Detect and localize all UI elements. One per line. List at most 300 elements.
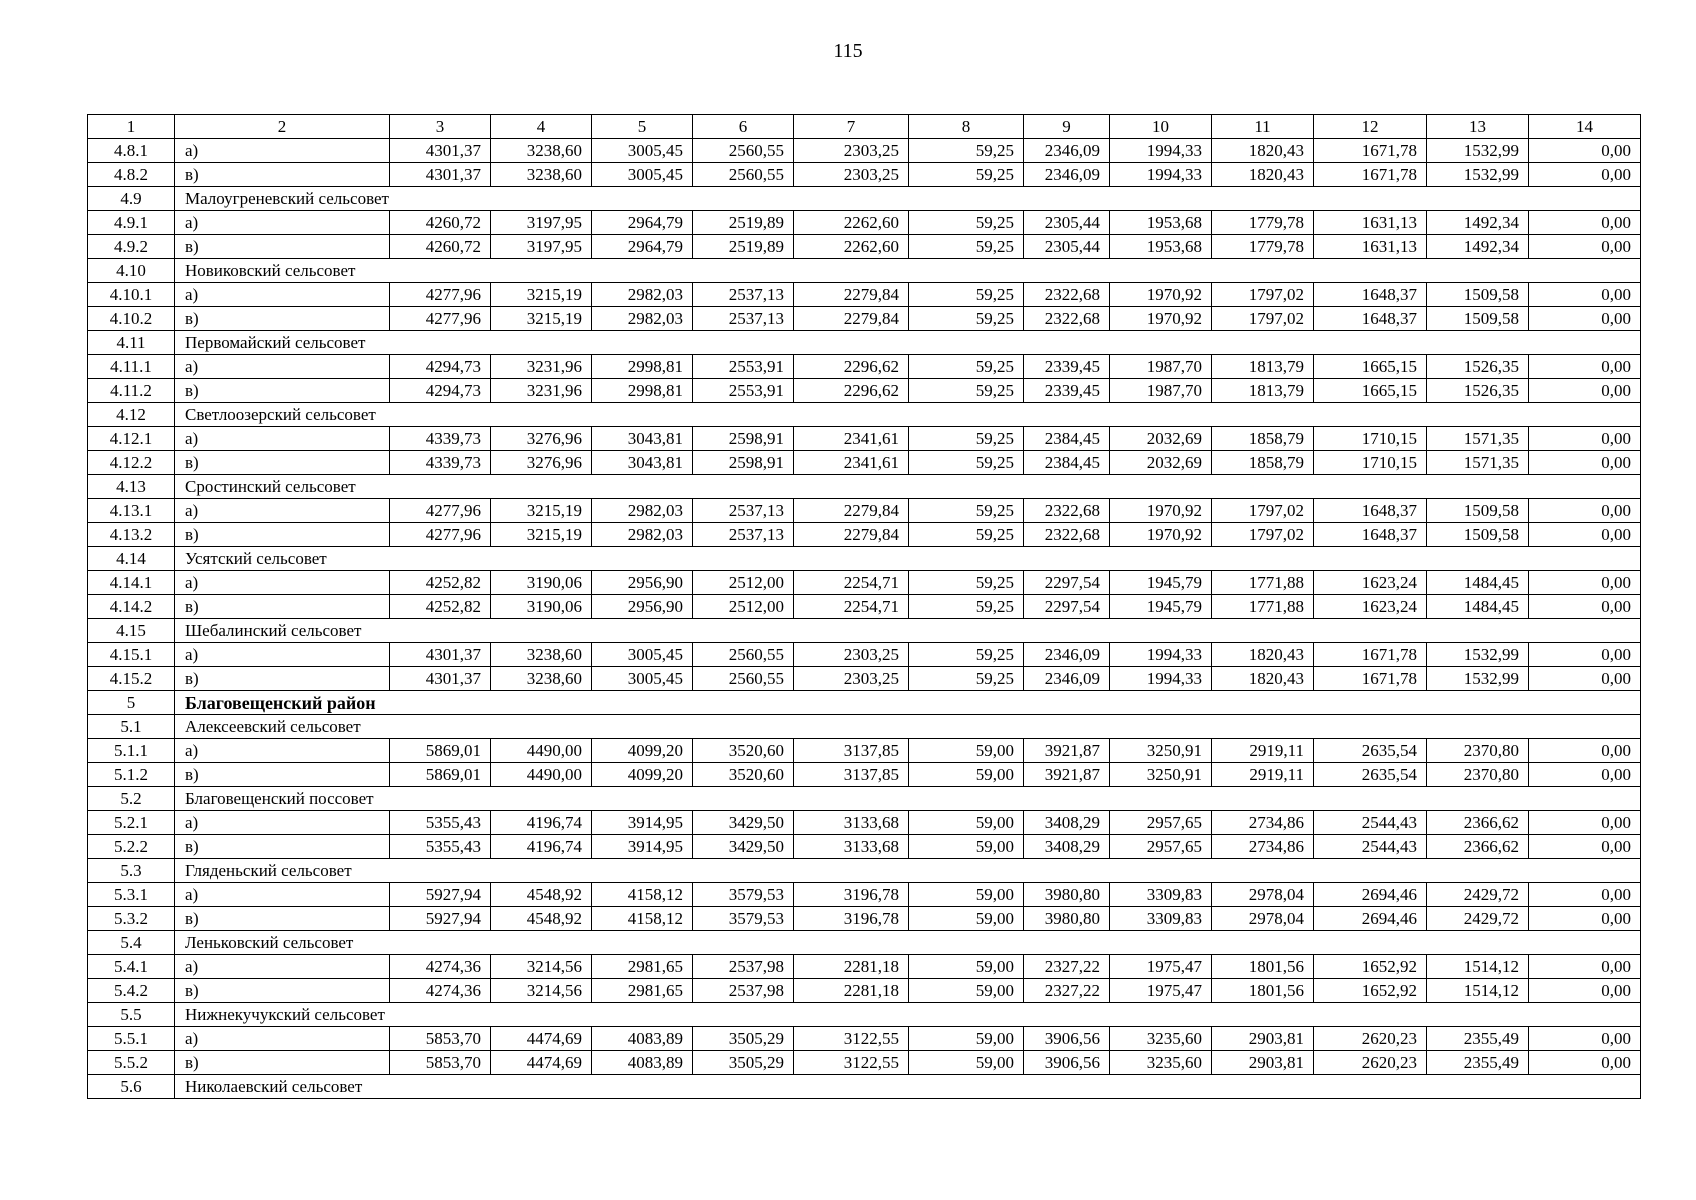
value-cell: 1975,47	[1110, 979, 1212, 1003]
value-cell: 1671,78	[1314, 163, 1427, 187]
value-cell: 5853,70	[390, 1051, 491, 1075]
value-cell: 2982,03	[592, 523, 693, 547]
value-cell: 59,25	[909, 571, 1024, 595]
section-heading-row	[88, 331, 1641, 355]
page-number: 115	[833, 40, 863, 62]
value-cell: 5927,94	[390, 907, 491, 931]
value-cell: 3215,19	[491, 283, 592, 307]
value-cell: 2956,90	[592, 595, 693, 619]
value-cell: 1526,35	[1427, 355, 1529, 379]
value-cell: 2322,68	[1024, 307, 1110, 331]
value-cell: 2978,04	[1212, 883, 1314, 907]
row-code: 4.10	[88, 259, 175, 283]
section-name: Нижнекучукский сельсовет	[175, 1003, 1641, 1027]
section-heading-row	[88, 259, 1641, 283]
value-cell: 4474,69	[491, 1051, 592, 1075]
value-cell: 1970,92	[1110, 523, 1212, 547]
value-cell: 1492,34	[1427, 235, 1529, 259]
row-code: 5.5	[88, 1003, 175, 1027]
value-cell: 1975,47	[1110, 955, 1212, 979]
value-cell: 59,25	[909, 283, 1024, 307]
value-cell: 2355,49	[1427, 1027, 1529, 1051]
value-cell: 1509,58	[1427, 523, 1529, 547]
value-cell: 3906,56	[1024, 1027, 1110, 1051]
value-cell: 3238,60	[491, 667, 592, 691]
value-cell: 2957,65	[1110, 835, 1212, 859]
value-cell: 59,25	[909, 139, 1024, 163]
section-name: Леньковский сельсовет	[175, 931, 1641, 955]
value-cell: 2620,23	[1314, 1051, 1427, 1075]
value-cell: 2279,84	[794, 499, 909, 523]
value-cell: 1820,43	[1212, 643, 1314, 667]
value-cell: 1771,88	[1212, 595, 1314, 619]
table-row	[88, 907, 1641, 931]
column-number-cell: 3	[390, 115, 491, 139]
value-cell: 4260,72	[390, 211, 491, 235]
value-cell: 3215,19	[491, 523, 592, 547]
row-code: 5.3.2	[88, 907, 175, 931]
row-label: в)	[175, 1051, 390, 1075]
value-cell: 2560,55	[693, 643, 794, 667]
value-cell: 1492,34	[1427, 211, 1529, 235]
value-cell: 3005,45	[592, 139, 693, 163]
value-cell: 2553,91	[693, 355, 794, 379]
value-cell: 0,00	[1529, 451, 1641, 475]
value-cell: 1858,79	[1212, 451, 1314, 475]
value-cell: 1509,58	[1427, 307, 1529, 331]
value-cell: 1532,99	[1427, 139, 1529, 163]
value-cell: 3196,78	[794, 907, 909, 931]
value-cell: 2734,86	[1212, 811, 1314, 835]
value-cell: 4301,37	[390, 643, 491, 667]
value-cell: 1484,45	[1427, 571, 1529, 595]
value-cell: 0,00	[1529, 283, 1641, 307]
row-label: а)	[175, 571, 390, 595]
value-cell: 1797,02	[1212, 307, 1314, 331]
value-cell: 0,00	[1529, 643, 1641, 667]
value-cell: 2281,18	[794, 979, 909, 1003]
value-cell: 0,00	[1529, 499, 1641, 523]
tariff-table	[87, 114, 1641, 1099]
value-cell: 59,25	[909, 355, 1024, 379]
column-number-cell: 2	[175, 115, 390, 139]
value-cell: 59,25	[909, 451, 1024, 475]
table-row	[88, 427, 1641, 451]
value-cell: 4274,36	[390, 955, 491, 979]
value-cell: 1771,88	[1212, 571, 1314, 595]
value-cell: 5355,43	[390, 811, 491, 835]
value-cell: 2982,03	[592, 307, 693, 331]
section-name: Новиковский сельсовет	[175, 259, 1641, 283]
row-code: 4.14	[88, 547, 175, 571]
value-cell: 2734,86	[1212, 835, 1314, 859]
column-number-cell: 7	[794, 115, 909, 139]
table-row	[88, 739, 1641, 763]
value-cell: 1671,78	[1314, 667, 1427, 691]
value-cell: 3214,56	[491, 955, 592, 979]
table-row	[88, 451, 1641, 475]
table-row	[88, 211, 1641, 235]
row-label: в)	[175, 667, 390, 691]
value-cell: 2262,60	[794, 211, 909, 235]
value-cell: 3005,45	[592, 643, 693, 667]
value-cell: 5927,94	[390, 883, 491, 907]
row-code: 4.13.1	[88, 499, 175, 523]
value-cell: 1970,92	[1110, 283, 1212, 307]
value-cell: 3231,96	[491, 379, 592, 403]
value-cell: 2341,61	[794, 451, 909, 475]
value-cell: 2303,25	[794, 667, 909, 691]
value-cell: 1526,35	[1427, 379, 1529, 403]
value-cell: 59,00	[909, 763, 1024, 787]
value-cell: 3122,55	[794, 1051, 909, 1075]
value-cell: 2297,54	[1024, 595, 1110, 619]
value-cell: 1994,33	[1110, 139, 1212, 163]
row-code: 5.2	[88, 787, 175, 811]
value-cell: 4490,00	[491, 763, 592, 787]
value-cell: 0,00	[1529, 907, 1641, 931]
section-name: Гляденьский сельсовет	[175, 859, 1641, 883]
value-cell: 59,00	[909, 835, 1024, 859]
value-cell: 2322,68	[1024, 499, 1110, 523]
value-cell: 3215,19	[491, 307, 592, 331]
section-heading-row	[88, 403, 1641, 427]
value-cell: 1820,43	[1212, 667, 1314, 691]
value-cell: 0,00	[1529, 1051, 1641, 1075]
value-cell: 2032,69	[1110, 451, 1212, 475]
value-cell: 3505,29	[693, 1051, 794, 1075]
value-cell: 2981,65	[592, 979, 693, 1003]
value-cell: 2303,25	[794, 163, 909, 187]
value-cell: 2537,13	[693, 283, 794, 307]
value-cell: 2279,84	[794, 523, 909, 547]
value-cell: 5853,70	[390, 1027, 491, 1051]
section-name: Николаевский сельсовет	[175, 1075, 1641, 1099]
row-code: 4.11.2	[88, 379, 175, 403]
value-cell: 2346,09	[1024, 139, 1110, 163]
value-cell: 3238,60	[491, 163, 592, 187]
value-cell: 2964,79	[592, 211, 693, 235]
value-cell: 3190,06	[491, 595, 592, 619]
value-cell: 1648,37	[1314, 283, 1427, 307]
value-cell: 1820,43	[1212, 163, 1314, 187]
value-cell: 3250,91	[1110, 763, 1212, 787]
value-cell: 1652,92	[1314, 955, 1427, 979]
table-row	[88, 355, 1641, 379]
value-cell: 59,25	[909, 523, 1024, 547]
table-row	[88, 955, 1641, 979]
section-name: Первомайский сельсовет	[175, 331, 1641, 355]
value-cell: 2981,65	[592, 955, 693, 979]
value-cell: 2296,62	[794, 355, 909, 379]
value-cell: 2370,80	[1427, 739, 1529, 763]
value-cell: 3250,91	[1110, 739, 1212, 763]
value-cell: 2903,81	[1212, 1051, 1314, 1075]
value-cell: 4274,36	[390, 979, 491, 1003]
value-cell: 3137,85	[794, 739, 909, 763]
value-cell: 1813,79	[1212, 355, 1314, 379]
value-cell: 59,25	[909, 499, 1024, 523]
value-cell: 1801,56	[1212, 979, 1314, 1003]
value-cell: 1779,78	[1212, 235, 1314, 259]
value-cell: 1710,15	[1314, 427, 1427, 451]
value-cell: 2297,54	[1024, 571, 1110, 595]
row-code: 5.4	[88, 931, 175, 955]
section-heading-row	[88, 931, 1641, 955]
row-label: а)	[175, 427, 390, 451]
row-label: в)	[175, 907, 390, 931]
value-cell: 5869,01	[390, 763, 491, 787]
value-cell: 59,25	[909, 643, 1024, 667]
row-label: в)	[175, 235, 390, 259]
column-number-cell: 12	[1314, 115, 1427, 139]
value-cell: 59,25	[909, 427, 1024, 451]
section-heading-row	[88, 1003, 1641, 1027]
value-cell: 2956,90	[592, 571, 693, 595]
value-cell: 0,00	[1529, 883, 1641, 907]
value-cell: 2346,09	[1024, 643, 1110, 667]
value-cell: 2384,45	[1024, 451, 1110, 475]
value-cell: 2296,62	[794, 379, 909, 403]
value-cell: 3980,80	[1024, 883, 1110, 907]
section-heading-row	[88, 859, 1641, 883]
value-cell: 0,00	[1529, 595, 1641, 619]
value-cell: 3196,78	[794, 883, 909, 907]
row-code: 4.8.2	[88, 163, 175, 187]
value-cell: 2537,13	[693, 523, 794, 547]
value-cell: 59,25	[909, 307, 1024, 331]
value-cell: 1631,13	[1314, 235, 1427, 259]
value-cell: 2254,71	[794, 595, 909, 619]
value-cell: 2279,84	[794, 307, 909, 331]
row-code: 5.1	[88, 715, 175, 739]
value-cell: 59,00	[909, 955, 1024, 979]
value-cell: 1994,33	[1110, 643, 1212, 667]
value-cell: 2519,89	[693, 211, 794, 235]
value-cell: 0,00	[1529, 427, 1641, 451]
value-cell: 1648,37	[1314, 523, 1427, 547]
value-cell: 0,00	[1529, 1027, 1641, 1051]
column-number-cell: 4	[491, 115, 592, 139]
value-cell: 0,00	[1529, 811, 1641, 835]
value-cell: 2919,11	[1212, 763, 1314, 787]
table-row	[88, 163, 1641, 187]
value-cell: 3005,45	[592, 163, 693, 187]
value-cell: 4301,37	[390, 163, 491, 187]
value-cell: 2322,68	[1024, 523, 1110, 547]
value-cell: 3197,95	[491, 235, 592, 259]
value-cell: 3408,29	[1024, 811, 1110, 835]
table-row	[88, 1027, 1641, 1051]
value-cell: 3309,83	[1110, 907, 1212, 931]
value-cell: 2957,65	[1110, 811, 1212, 835]
value-cell: 1532,99	[1427, 667, 1529, 691]
value-cell: 1509,58	[1427, 499, 1529, 523]
value-cell: 59,00	[909, 883, 1024, 907]
row-label: а)	[175, 139, 390, 163]
value-cell: 0,00	[1529, 355, 1641, 379]
value-cell: 2978,04	[1212, 907, 1314, 931]
value-cell: 1820,43	[1212, 139, 1314, 163]
value-cell: 2694,46	[1314, 883, 1427, 907]
value-cell: 3579,53	[693, 883, 794, 907]
value-cell: 4252,82	[390, 571, 491, 595]
value-cell: 2560,55	[693, 139, 794, 163]
row-label: в)	[175, 595, 390, 619]
value-cell: 59,25	[909, 595, 1024, 619]
value-cell: 3408,29	[1024, 835, 1110, 859]
value-cell: 1532,99	[1427, 643, 1529, 667]
value-cell: 3122,55	[794, 1027, 909, 1051]
value-cell: 2384,45	[1024, 427, 1110, 451]
table-row	[88, 883, 1641, 907]
value-cell: 4099,20	[592, 739, 693, 763]
row-label: а)	[175, 883, 390, 907]
row-label: а)	[175, 955, 390, 979]
value-cell: 3005,45	[592, 667, 693, 691]
value-cell: 2366,62	[1427, 835, 1529, 859]
value-cell: 0,00	[1529, 379, 1641, 403]
row-code: 4.10.2	[88, 307, 175, 331]
value-cell: 3980,80	[1024, 907, 1110, 931]
row-label: а)	[175, 643, 390, 667]
row-label: в)	[175, 307, 390, 331]
section-heading-row	[88, 619, 1641, 643]
row-code: 5.5.1	[88, 1027, 175, 1051]
row-code: 4.12.2	[88, 451, 175, 475]
value-cell: 2694,46	[1314, 907, 1427, 931]
value-cell: 3231,96	[491, 355, 592, 379]
section-name: Сростинский сельсовет	[175, 475, 1641, 499]
value-cell: 3906,56	[1024, 1051, 1110, 1075]
value-cell: 2537,98	[693, 979, 794, 1003]
value-cell: 3235,60	[1110, 1027, 1212, 1051]
row-label: а)	[175, 355, 390, 379]
section-name: Усятский сельсовет	[175, 547, 1641, 571]
value-cell: 3190,06	[491, 571, 592, 595]
value-cell: 2429,72	[1427, 907, 1529, 931]
value-cell: 3520,60	[693, 739, 794, 763]
value-cell: 59,00	[909, 1051, 1024, 1075]
value-cell: 1797,02	[1212, 283, 1314, 307]
value-cell: 2254,71	[794, 571, 909, 595]
value-cell: 2281,18	[794, 955, 909, 979]
table-row	[88, 571, 1641, 595]
column-number-row	[88, 115, 1641, 139]
table-row	[88, 835, 1641, 859]
value-cell: 59,00	[909, 739, 1024, 763]
value-cell: 4277,96	[390, 307, 491, 331]
value-cell: 4196,74	[491, 811, 592, 835]
table-row	[88, 1051, 1641, 1075]
value-cell: 3520,60	[693, 763, 794, 787]
value-cell: 59,25	[909, 379, 1024, 403]
table-row	[88, 811, 1641, 835]
value-cell: 2305,44	[1024, 211, 1110, 235]
value-cell: 2537,13	[693, 307, 794, 331]
value-cell: 4083,89	[592, 1051, 693, 1075]
row-label: а)	[175, 811, 390, 835]
value-cell: 3043,81	[592, 427, 693, 451]
value-cell: 2262,60	[794, 235, 909, 259]
value-cell: 4158,12	[592, 883, 693, 907]
row-label: в)	[175, 763, 390, 787]
value-cell: 2982,03	[592, 283, 693, 307]
section-heading-row	[88, 1075, 1641, 1099]
value-cell: 2635,54	[1314, 739, 1427, 763]
value-cell: 4339,73	[390, 451, 491, 475]
value-cell: 2339,45	[1024, 355, 1110, 379]
value-cell: 0,00	[1529, 667, 1641, 691]
section-name: Алексеевский сельсовет	[175, 715, 1641, 739]
table-row	[88, 595, 1641, 619]
value-cell: 59,25	[909, 163, 1024, 187]
row-code: 5.6	[88, 1075, 175, 1099]
value-cell: 1953,68	[1110, 211, 1212, 235]
value-cell: 59,00	[909, 907, 1024, 931]
value-cell: 3505,29	[693, 1027, 794, 1051]
value-cell: 4339,73	[390, 427, 491, 451]
column-number-cell: 13	[1427, 115, 1529, 139]
value-cell: 1710,15	[1314, 451, 1427, 475]
value-cell: 2982,03	[592, 499, 693, 523]
value-cell: 3276,96	[491, 451, 592, 475]
row-code: 4.10.1	[88, 283, 175, 307]
row-code: 4.13	[88, 475, 175, 499]
section-heading-row	[88, 715, 1641, 739]
column-number-cell: 1	[88, 115, 175, 139]
value-cell: 1779,78	[1212, 211, 1314, 235]
value-cell: 2620,23	[1314, 1027, 1427, 1051]
value-cell: 0,00	[1529, 835, 1641, 859]
table-row	[88, 499, 1641, 523]
value-cell: 4548,92	[491, 907, 592, 931]
table-row	[88, 379, 1641, 403]
value-cell: 2537,13	[693, 499, 794, 523]
district-heading-row	[88, 691, 1641, 715]
section-heading-row	[88, 475, 1641, 499]
value-cell: 1797,02	[1212, 523, 1314, 547]
value-cell: 3215,19	[491, 499, 592, 523]
value-cell: 1514,12	[1427, 955, 1529, 979]
value-cell: 0,00	[1529, 955, 1641, 979]
row-code: 5.4.1	[88, 955, 175, 979]
section-name: Светлоозерский сельсовет	[175, 403, 1641, 427]
value-cell: 1514,12	[1427, 979, 1529, 1003]
value-cell: 2998,81	[592, 355, 693, 379]
value-cell: 0,00	[1529, 571, 1641, 595]
value-cell: 3214,56	[491, 979, 592, 1003]
value-cell: 4294,73	[390, 379, 491, 403]
value-cell: 1970,92	[1110, 499, 1212, 523]
value-cell: 4252,82	[390, 595, 491, 619]
value-cell: 4490,00	[491, 739, 592, 763]
value-cell: 59,00	[909, 811, 1024, 835]
value-cell: 3276,96	[491, 427, 592, 451]
row-code: 5.1.2	[88, 763, 175, 787]
value-cell: 4301,37	[390, 139, 491, 163]
value-cell: 2553,91	[693, 379, 794, 403]
value-cell: 4301,37	[390, 667, 491, 691]
row-code: 4.15.1	[88, 643, 175, 667]
value-cell: 2560,55	[693, 163, 794, 187]
column-number-cell: 11	[1212, 115, 1314, 139]
value-cell: 3043,81	[592, 451, 693, 475]
value-cell: 1994,33	[1110, 667, 1212, 691]
row-label: а)	[175, 499, 390, 523]
row-code: 5	[88, 691, 175, 715]
value-cell: 2560,55	[693, 667, 794, 691]
